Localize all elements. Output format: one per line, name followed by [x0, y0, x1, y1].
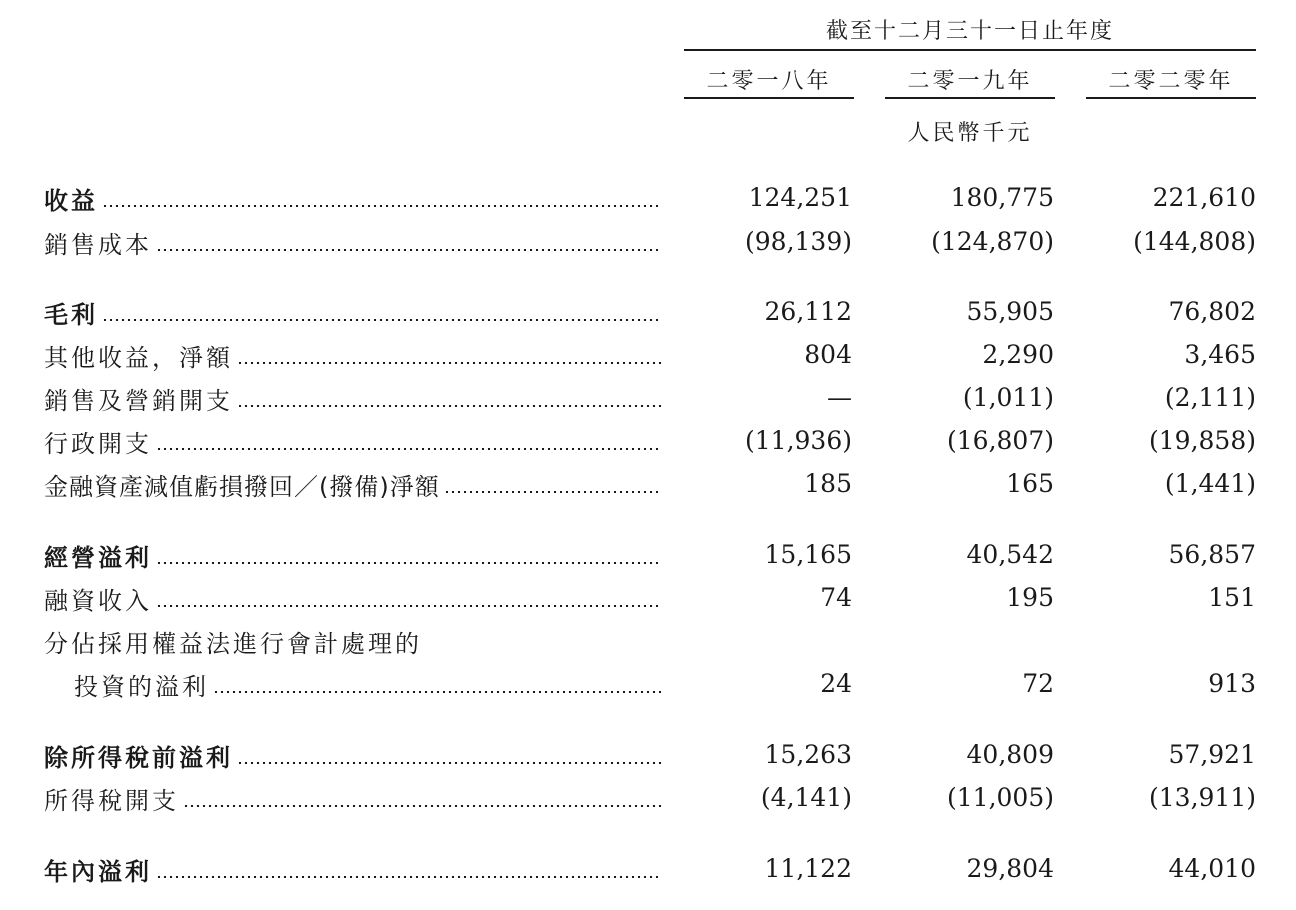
row-label: [44, 778, 662, 818]
row-cost-of-sales: [0, 222, 1296, 262]
value-2018: 11,122: [764, 854, 852, 883]
value-2018: 26,112: [764, 297, 852, 326]
row-revenue: [0, 178, 1296, 218]
row-finance-income: [0, 578, 1296, 618]
year-header-2020: 二零二零年: [1108, 69, 1234, 94]
row-label-text: 年內溢利: [44, 857, 152, 886]
value-2020: 221,610: [1152, 183, 1256, 212]
row-label: [44, 664, 662, 704]
leader-dots: [102, 205, 662, 207]
row-label-text: 其他收益，淨額: [44, 343, 233, 372]
row-label: [44, 464, 662, 504]
row-profit-for-year: [0, 849, 1296, 889]
row-gross-profit: [0, 292, 1296, 332]
row-label-text: 收益: [44, 186, 98, 215]
value-2019: 2,290: [982, 340, 1054, 369]
row-income-tax: [0, 778, 1296, 818]
row-label: [44, 535, 662, 575]
year-rule-2018: [684, 97, 854, 99]
value-2020: 913: [1208, 669, 1256, 698]
value-2018: 15,263: [764, 740, 852, 769]
value-2018: (98,139): [745, 227, 852, 256]
leader-dots: [156, 876, 662, 878]
leader-dots: [237, 362, 662, 364]
year-header-2018: 二零一八年: [706, 69, 832, 94]
leader-dots: [183, 805, 662, 807]
row-label: [44, 621, 662, 661]
row-administrative: [0, 421, 1296, 461]
value-2020: (144,808): [1133, 227, 1256, 256]
value-2020: 57,921: [1168, 740, 1256, 769]
leader-dots: [156, 249, 662, 251]
value-2018: 24: [820, 669, 852, 698]
value-2019: 55,905: [966, 297, 1054, 326]
row-label: [44, 735, 662, 775]
row-label: [44, 849, 662, 889]
value-2020: 44,010: [1168, 854, 1256, 883]
value-2019: (16,807): [947, 426, 1054, 455]
value-2018: 15,165: [764, 540, 852, 569]
value-2018: 124,251: [748, 183, 852, 212]
row-label-text: 經營溢利: [44, 543, 152, 572]
row-share-of-profit: [0, 664, 1296, 704]
year-rule-2019: [885, 97, 1055, 99]
row-label: [44, 178, 662, 218]
row-profit-before-tax: [0, 735, 1296, 775]
row-label-text: 除所得稅前溢利: [44, 743, 233, 772]
value-2019: 72: [1022, 669, 1054, 698]
year-header-2019: 二零一九年: [907, 69, 1033, 94]
value-2020: 3,465: [1184, 340, 1256, 369]
value-2018: (11,936): [745, 426, 852, 455]
row-selling-marketing: [0, 378, 1296, 418]
row-label: [44, 421, 662, 461]
row-other-income: [0, 335, 1296, 375]
row-label-text: 投資的溢利: [74, 672, 209, 701]
row-label-text: 行政開支: [44, 429, 152, 458]
value-2019: (11,005): [947, 783, 1054, 812]
value-2019: 29,804: [966, 854, 1054, 883]
leader-dots: [102, 319, 662, 321]
value-2018: (4,141): [760, 783, 852, 812]
unit-label: 人民幣千元: [907, 121, 1033, 146]
row-label: [44, 578, 662, 618]
value-2020: 76,802: [1168, 297, 1256, 326]
leader-dots: [237, 405, 662, 407]
value-2019: 195: [1006, 583, 1054, 612]
row-label-text: 金融資產減值虧損撥回／(撥備)淨額: [44, 472, 440, 501]
value-2020: (13,911): [1149, 783, 1256, 812]
row-label: [44, 222, 662, 262]
row-label-text: 分佔採用權益法進行會計處理的: [44, 629, 422, 658]
row-impairment: [0, 464, 1296, 504]
row-label-text: 所得稅開支: [44, 786, 179, 815]
value-2018: 804: [804, 340, 852, 369]
year-rule-2020: [1086, 97, 1256, 99]
leader-dots: [156, 448, 662, 450]
value-2018: 74: [820, 583, 852, 612]
row-label: [44, 335, 662, 375]
value-2019: (124,870): [931, 227, 1054, 256]
leader-dots: [213, 691, 662, 693]
value-2020: (1,441): [1164, 469, 1256, 498]
value-2019: 40,542: [966, 540, 1054, 569]
row-label: [44, 378, 662, 418]
row-operating-profit: [0, 535, 1296, 575]
value-2020: (2,111): [1164, 383, 1256, 412]
leader-dots: [156, 605, 662, 607]
value-2020: 151: [1208, 583, 1256, 612]
value-2018: 185: [804, 469, 852, 498]
row-share-of-profit-heading: [0, 621, 1296, 661]
value-2020: (19,858): [1149, 426, 1256, 455]
value-2019: 180,775: [950, 183, 1054, 212]
period-header-rule: [684, 49, 1256, 51]
value-2019: (1,011): [962, 383, 1054, 412]
leader-dots: [237, 762, 662, 764]
value-2018: —: [827, 383, 852, 412]
row-label: [44, 292, 662, 332]
value-2019: 40,809: [966, 740, 1054, 769]
row-label-text: 毛利: [44, 300, 98, 329]
row-label-text: 銷售及營銷開支: [44, 386, 233, 415]
row-label-text: 融資收入: [44, 586, 152, 615]
value-2020: 56,857: [1168, 540, 1256, 569]
row-label-text: 銷售成本: [44, 230, 152, 259]
period-header: 截至十二月三十一日止年度: [825, 19, 1114, 44]
value-2019: 165: [1006, 469, 1054, 498]
leader-dots: [156, 562, 662, 564]
leader-dots: [444, 491, 662, 493]
